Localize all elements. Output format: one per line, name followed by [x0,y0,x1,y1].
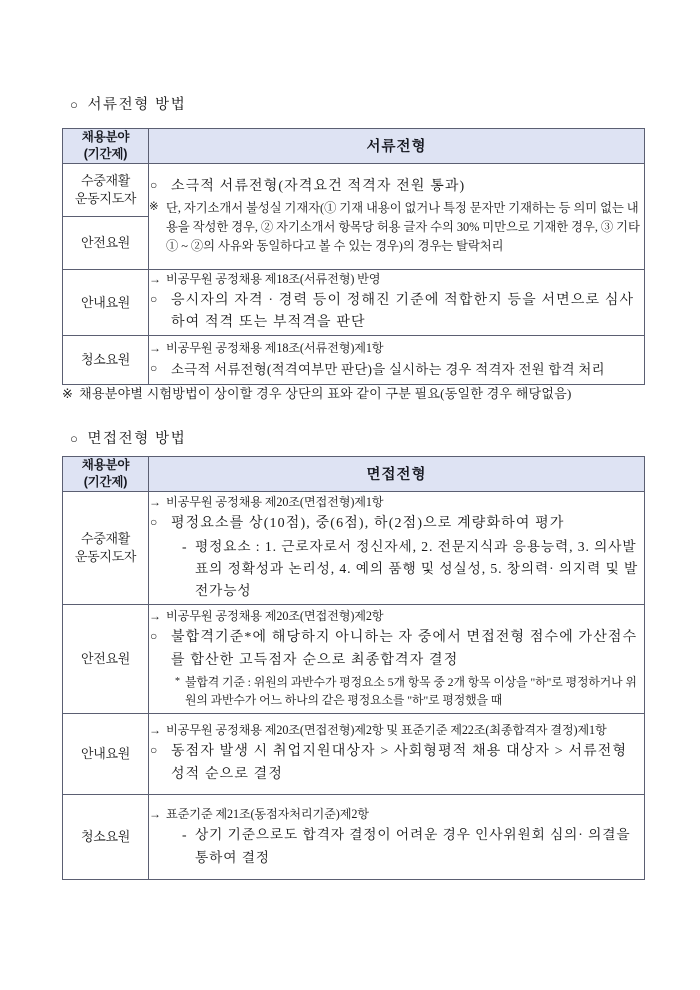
paragraph-circle [149,741,644,786]
paragraph-arrow [149,270,644,290]
category-line1: 청소요원 [80,828,131,844]
category-line1: 안내요원 [80,294,131,310]
category-cell-guide-staff [63,713,149,794]
bullet-dash-icon: - [182,538,187,554]
bullet-circle-icon: ○ [150,291,158,306]
header-cell-category [63,129,149,164]
table-header-row [63,457,645,492]
paragraph-circle [149,359,644,381]
section-heading-label: 서류전형 방법 [87,97,187,113]
paragraph-circle [149,513,644,536]
header-cell-main: 면접전형 [149,457,645,492]
category-line2: 운동지도자 [74,548,137,564]
paragraph-circle [149,176,644,199]
category-cell-safety-staff [63,604,149,713]
category-line1: 안전요원 [80,234,131,250]
content-cell-personnel-committee [149,794,645,879]
bullet-circle-icon: ○ [150,178,158,193]
section-heading-interview-screening [70,427,186,448]
bullet-arrow-right-icon: → [149,271,161,286]
bullet-circle-icon: ○ [70,431,79,446]
category-line1: 안전요원 [80,650,131,666]
content-cell-qualification-review [149,269,645,335]
paragraph-note [149,199,644,256]
paragraph-arrow [149,721,644,741]
paragraph-text: 비공무원 공정채용 제18조(서류전형)제1항 [166,341,384,356]
category-cell-aquatic-rehab [63,491,149,604]
content-cell-evaluation-factors [149,491,645,604]
paragraph-arrow [149,805,644,825]
bullet-reference-mark-icon: ※ [62,386,74,401]
table-row [63,794,645,879]
paragraph-text: 평정요소를 상(10점), 중(6점), 하(2점)으로 계량화하여 평가 [171,516,565,532]
category-cell-guide-staff [63,269,149,335]
paragraph-text: 불합격 기준 : 위원의 과반수가 평정요소 5개 항목 중 2개 항목 이상을 "하"로 평정하거나 위원의 과반수가 어느 하나의 같은 평정요소를 "하"로 평정했을 때 [185,674,637,708]
paragraph-text: 상기 기준으로도 합격자 결정이 어려운 경우 인사위원회 심의· 의결을 통하여 결정 [195,827,631,865]
section-heading-document-screening [70,93,186,114]
table-document-screening [62,128,645,385]
paragraph-arrow [149,493,644,513]
bullet-asterisk-icon: * [175,675,180,687]
bullet-dash-icon: - [182,827,187,843]
table-row [63,335,645,384]
content-cell-tie-breaking [149,713,645,794]
footnote-document-screening [62,383,662,402]
paragraph-text: 단, 자기소개서 불성실 기재자(① 기재 내용이 없거나 특정 문자만 기재하는 등 의미 없는 내용을 작성한 경우, ② 자기소개서 항목당 허용 글자 수의 30% 미만으로 기재한 경우, ③ 기타 ① ~ ②의 사유와 동일하다고 볼 수 있는 경우)의 경우는 탈락처리 [166,201,640,254]
paragraph-text: 응시자의 자격 · 경력 등이 정해진 기준에 적합한지 등을 서면으로 심사하여 적격 또는 부적격을 판단 [171,292,635,331]
category-line2: 운동지도자 [74,190,137,206]
content-cell-passive-screening [149,163,645,269]
paragraph-arrow [149,607,644,627]
paragraph-text: 소극적 서류전형(자격요건 적격자 전원 통과) [171,179,466,195]
category-cell-cleaning-staff [63,794,149,879]
table-row [63,713,645,794]
paragraph-circle [149,627,644,672]
table-row [63,163,645,216]
paragraph-text: 동점자 발생 시 취업지원대상자 > 사회형평적 채용 대상자 > 서류전형 성적 순으로 결정 [171,743,628,782]
paragraph-dash [149,824,644,868]
paragraph-text: 비공무원 공정채용 제20조(면접전형)제2항 및 표준기준 제22조(최종합격자 결정)제1항 [166,723,607,738]
table-row [63,491,645,604]
content-cell-final-selection [149,604,645,713]
paragraph-star-note [149,673,644,711]
paragraph-dash [149,536,644,603]
category-line1: 안내요원 [80,745,131,761]
bullet-arrow-right-icon: → [149,609,161,624]
paragraph-text: 표준기준 제21조(동점자처리기준)제2항 [166,806,369,821]
table-row [63,604,645,713]
bullet-circle-icon: ○ [150,629,158,644]
paragraph-text: 비공무원 공정채용 제20조(면접전형)제2항 [166,609,384,624]
content-cell-passive-screening-pass [149,335,645,384]
category-line1: 청소요원 [80,352,131,368]
category-line1: 수중재활 [80,173,131,189]
paragraph-arrow [149,339,644,359]
category-line1: 수중재활 [80,531,131,547]
paragraph-text: 비공무원 공정채용 제18조(서류전형) 반영 [166,271,381,286]
table-interview-screening [62,456,645,880]
paragraph-text: 평정요소 : 1. 근로자로서 정신자세, 2. 전문지식과 응용능력, 3. 의사발표의 정확성과 논리성, 4. 예의 품행 및 성실성, 5. 창의력· 의지력 및 발전가능성 [195,538,639,599]
bullet-arrow-right-icon: → [149,806,161,821]
header-category-line1: 채용분야 [81,130,130,144]
footnote-text: 채용분야별 시험방법이 상이할 경우 상단의 표와 같이 구분 필요(동일한 경우 해당없음) [79,386,572,401]
bullet-arrow-right-icon: → [149,341,161,356]
paragraph-text: 소극적 서류전형(적격여부만 판단)을 실시하는 경우 적격자 전원 합격 처리 [171,361,605,377]
header-category-line1: 채용분야 [81,458,130,472]
header-category-line2: (기간제) [83,146,128,161]
bullet-arrow-right-icon: → [149,723,161,738]
header-cell-main: 서류전형 [149,129,645,164]
bullet-arrow-right-icon: → [149,495,161,510]
paragraph-circle [149,290,644,335]
paragraph-text: 비공무원 공정채용 제20조(면접전형)제1항 [166,495,384,510]
section-heading-label: 면접전형 방법 [87,431,187,447]
category-cell-aquatic-rehab [63,163,149,216]
category-cell-safety-staff [63,216,149,269]
header-cell-category [63,457,149,492]
bullet-reference-mark-icon: ※ [149,201,159,214]
table-header-row [63,129,645,164]
bullet-circle-icon: ○ [150,515,158,530]
header-category-line2: (기간제) [83,474,128,489]
category-cell-cleaning-staff [63,335,149,384]
bullet-circle-icon: ○ [150,360,158,375]
paragraph-text: 불합격기준*에 해당하지 아니하는 자 중에서 면접전형 점수에 가산점수를 합산한 고득점자 순으로 최종합격자 결정 [171,630,638,668]
bullet-circle-icon: ○ [150,742,158,757]
bullet-circle-icon: ○ [70,97,79,112]
table-row [63,269,645,335]
